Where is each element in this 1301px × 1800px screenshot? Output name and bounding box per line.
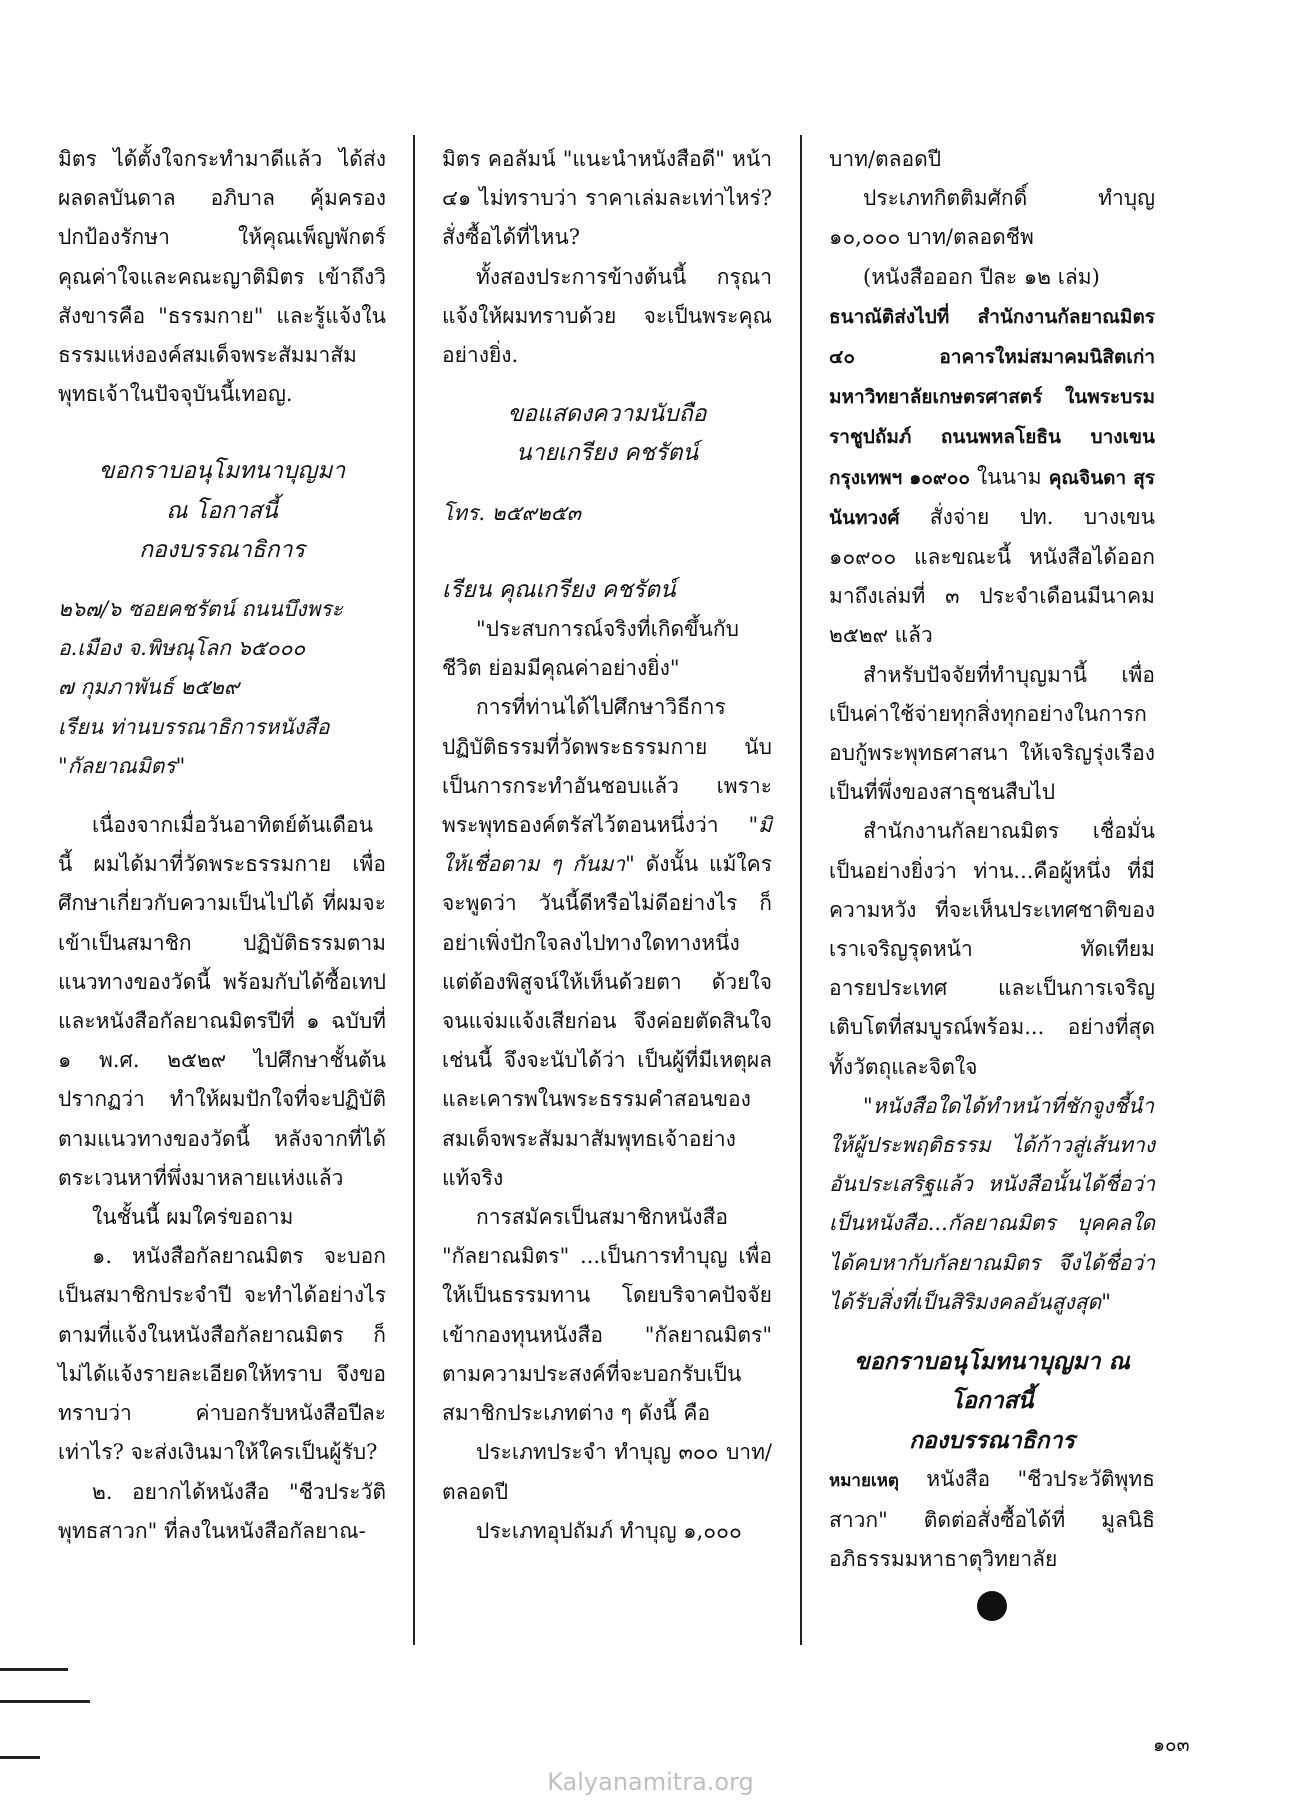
scan-mark	[0, 1668, 68, 1671]
letter-closing: ขอแสดงความนับถือ	[507, 401, 707, 428]
paragraph: ประเภทอุปถัมภ์ ทำบุญ ๑,๐๐๐	[476, 1518, 742, 1543]
paragraph: สำนักงานกัลยาณมิตร เชื่อมั่นเป็นอย่างยิ่งว่า ท่าน...คือผู้หนึ่ง ที่มีความหวัง ที่จะเห็นประเทศชาติของเราเจริญรุดหน้า ทัดเทียมอารยประเทศ และเป็นการเจริญเติบโตที่สมบูรณ์พร้อม... อย่างที่สุด ทั้งวัตถุและจิตใจ	[829, 819, 1155, 1079]
text: ในนาม	[969, 464, 1049, 489]
paragraph: "ประสบการณ์จริงที่เกิดขึ้นกับชีวิต ย่อมมีคุณค่าอย่างยิ่ง"	[442, 617, 739, 681]
letter-date: ๗ กุมภาพันธ์ ๒๕๒๙	[58, 675, 240, 700]
note	[829, 1460, 1155, 1580]
watermark: Kalyanamitra.org	[547, 1768, 754, 1796]
column-2	[442, 140, 772, 1551]
paragraph: มิตร คอลัมน์ "แนะนำหนังสือดี" หน้า ๔๑ ไม่ทราบว่า ราคาเล่มละเท่าไหร่? สั่งซื้อได้ที่ไหน?	[442, 147, 772, 250]
paragraph: มิตร ได้ตั้งใจกระทำมาดีแล้ว ได้ส่งผลดลบันดาล อภิบาล คุ้มครอง ปกป้องรักษา ให้คุณเพ็ญพักตร์ คุณค่าใจและคณะญาติมิตร เข้าถึงวิสังขารคือ "ธรรมกาย" และรู้แจ้งในธรรมแห่งองค์สมเด็จพระสัมมาสัมพุทธเจ้าในปัจจุบันนี้เทอญ.	[58, 147, 386, 407]
letter-salutation: "กัลยาณมิตร"	[58, 753, 186, 778]
paragraph: (หนังสือออก ปีละ ๑๒ เล่ม)	[863, 264, 1100, 289]
column-1	[58, 140, 386, 1551]
reply-salutation: เรียน คุณเกรียง คชรัตน์	[442, 576, 676, 603]
quote-paragraph: "หนังสือใดได้ทำหน้าที่ชักจูงชี้นำ ให้ผู้ประพฤติธรรม ได้ก้าวสู่เส้นทางอันประเสริฐแล้ว หนังสือนั้นได้ชื่อว่าเป็นหนังสือ...กัลยาณมิตร บุคคลใด ได้คบหากับกัลยาณมิตร จึงได้ชื่อว่า ได้รับสิ่งที่เป็นสิริมงคลอันสูงสุด"	[829, 1093, 1155, 1314]
closing-line: ขอกราบอนุโมทนาบุญมา ณ	[854, 1348, 1130, 1376]
text: การที่ท่านได้ไปศึกษาวิธีการปฏิบัติธรรมที่วัดพระธรรมกาย นับเป็นการกระทำอันชอบแล้ว เพราะพระพุทธองค์ตรัสไว้ตอนหนึ่งว่า	[442, 695, 772, 838]
paragraph: สำหรับปัจจัยที่ทำบุญมานี้ เพื่อเป็นค่าใช้จ่ายทุกสิ่งทุกอย่างในการกอบกู้พระพุทธศาสนา ให้เจริญรุ่งเรือง เป็นที่พึ่งของสาธุชนสืบไป	[829, 662, 1155, 805]
text: สั่งจ่าย ปท. บางเขน ๑๐๙๐๐ และขณะนี้ หนังสือได้ออกมาถึงเล่มที่ ๓ ประจำเดือนมีนาคม ๒๕๒๙ แล้ว	[829, 504, 1155, 648]
scan-mark	[0, 1756, 40, 1759]
paragraph	[829, 297, 1155, 656]
paragraph: เนื่องจากเมื่อวันอาทิตย์ต้นเดือนนี้ ผมได้มาที่วัดพระธรรมกาย เพื่อศึกษาเกี่ยวกับความเป็นไปได้ ที่ผมจะเข้าเป็นสมาชิก ปฏิบัติธรรมตามแนวทางของวัดนี้ พร้อมกับได้ซื้อเทป และหนังสือกัลยาณมิตรปีที่ ๑ ฉบับที่ ๑ พ.ศ. ๒๕๒๙ ไปศึกษาชั้นต้น ปรากฏว่า ทำให้ผมปักใจที่จะปฏิบัติตามแนวทางของวัดนี้ หลังจากที่ได้ตระเวนหาที่พึ่งมาหลายแห่งแล้ว	[58, 813, 386, 1190]
scan-mark	[0, 1700, 90, 1703]
text: คุณจินดา สุรนันทวงศ์	[829, 466, 1155, 529]
column-rule-1	[413, 135, 415, 1645]
paragraph: บาท/ตลอดปี	[829, 147, 942, 171]
text: ดังนั้น แม้ใครจะพูดว่า วันนี้ดีหรือไม่ดีอย่างไร ก็อย่าเพิ่งปักใจลงไปทางใดทางหนึ่ง แต่ต้องพิสูจน์ให้เห็นด้วยตา ด้วยใจจนแจ่มแจ้งเสียก่อน จึงค่อยตัดสินใจเช่นนี้ จึงจะนับได้ว่า เป็นผู้ที่มีเหตุผลและเคารพในพระธรรมคำสอนของสมเด็จพระสัมมาสัมพุทธเจ้าอย่างแท้จริง	[442, 852, 772, 1190]
closing-line: โอกาสนี้	[950, 1387, 1034, 1415]
paragraph: ๑. หนังสือกัลยาณมิตร จะบอกเป็นสมาชิกประจำปี จะทำได้อย่างไร ตามที่แจ้งในหนังสือกัลยาณมิตร ก็ไม่ได้แจ้งรายละเอียดให้ทราบ จึงขอทราบว่า ค่าบอกรับหนังสือปีละเท่าไร? จะส่งเงินมาให้ใครเป็นผู้รับ?	[58, 1244, 386, 1465]
letter-signature: นายเกรียง คชรัตน์	[515, 440, 699, 467]
column-3	[829, 140, 1155, 1625]
column-rule-2	[800, 135, 802, 1645]
note-label: หมายเหตุ	[829, 1470, 899, 1491]
quote: "มิให้เชื่อตาม ๆ กันมา"	[442, 813, 772, 877]
paragraph	[442, 688, 772, 1198]
paragraph: ในชั้นนี้ ผมใคร่ขอถาม	[92, 1205, 294, 1230]
closing-line: ณ โอกาสนี้	[166, 497, 278, 524]
paragraph: ทั้งสองประการข้างต้นนี้ กรุณาแจ้งให้ผมทราบด้วย จะเป็นพระคุณอย่างยิ่ง.	[442, 264, 772, 368]
note-text: หนังสือ "ชีวประวัติพุทธสาวก" ติดต่อสั่งซื้อได้ที่ มูลนิธิอภิธรรมมหาธาตุวิทยาลัย	[829, 1466, 1155, 1572]
magazine-logo-icon	[977, 1591, 1007, 1621]
page-number: ๑๐๓	[1153, 1734, 1190, 1756]
closing-signature: กองบรรณาธิการ	[909, 1426, 1075, 1454]
paragraph: การสมัครเป็นสมาชิกหนังสือ "กัลยาณมิตร" ...เป็นการทำบุญ เพื่อให้เป็นธรรมทาน โดยบริจาคปัจจัยเข้ากองทุนหนังสือ "กัลยาณมิตร" ตามความประสงค์ที่จะบอกรับเป็นสมาชิกประเภทต่าง ๆ ดังนี้ คือ	[442, 1205, 772, 1426]
paragraph: ประเภทกิตติมศักดิ์ ทำบุญ ๑๐,๐๐๐ บาท/ตลอดชีพ	[829, 186, 1155, 250]
telephone: โทร. ๒๕๙๒๕๓	[442, 500, 581, 525]
closing-line: ขอกราบอนุโมทนาบุญมา	[98, 458, 346, 485]
paragraph: ๒. อยากได้หนังสือ "ชีวประวัติพุทธสาวก" ที่ลงในหนังสือกัลยาณ-	[58, 1479, 386, 1543]
letter-salutation: เรียน ท่านบรรณาธิการหนังสือ	[58, 714, 330, 739]
paragraph: ประเภทประจำ ทำบุญ ๓๐๐ บาท/ตลอดปี	[442, 1440, 772, 1504]
text: ธนาณัติส่งไปที่ สำนักงานกัลยาณมิตร ๔๐ อาคารใหม่สมาคมนิสิตเก่ามหาวิทยาลัยเกษตรศาสตร์ ในพระบรมราชูปถัมภ์ ถนนพหลโยธิน บางเขน กรุงเทพฯ ๑๐๙๐๐	[829, 305, 1155, 489]
letter-address: ๒๖๗/๖ ซอยคชรัตน์ ถนนบึงพระ	[58, 597, 343, 622]
closing-signature: กองบรรณาธิการ	[139, 536, 305, 563]
letter-address: อ.เมือง จ.พิษณุโลก ๖๕๐๐๐	[58, 636, 306, 661]
